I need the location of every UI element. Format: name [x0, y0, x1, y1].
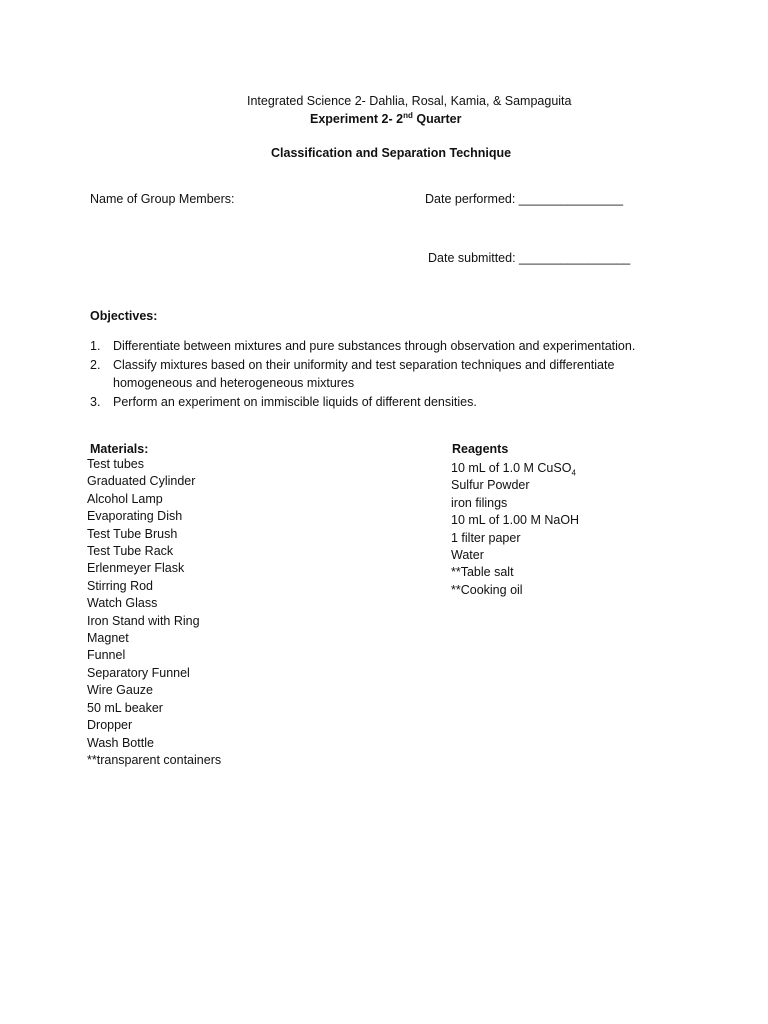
objectives-heading: Objectives: — [90, 309, 158, 323]
objective-text: Differentiate between mixtures and pure substances through observation and experimentation. — [113, 339, 636, 353]
material-item: Test Tube Brush — [87, 526, 178, 541]
reagent-item: **Table salt — [451, 565, 514, 580]
reagent-item: iron filings — [451, 495, 508, 510]
material-item: Evaporating Dish — [87, 509, 183, 524]
objectives-list — [90, 337, 670, 411]
material-item: **transparent containers — [87, 752, 222, 767]
objective-number: 2. — [90, 357, 101, 372]
material-item: Funnel — [87, 648, 126, 663]
material-item: Watch Glass — [87, 596, 158, 611]
objective-item — [90, 356, 670, 393]
course-line: Integrated Science 2- Dahlia, Rosal, Kamia, & Sampaguita — [247, 94, 572, 108]
material-item: Test Tube Rack — [87, 544, 174, 559]
objective-item — [90, 337, 670, 356]
objective-item — [90, 393, 670, 412]
reagent-item: Sulfur Powder — [451, 478, 530, 493]
experiment-ordinal: nd — [403, 110, 413, 120]
document-title: Classification and Separation Technique — [271, 146, 512, 160]
reagents-list — [451, 460, 579, 599]
material-item: Magnet — [87, 631, 129, 646]
material-item: 50 mL beaker — [87, 700, 163, 715]
material-item: Separatory Funnel — [87, 665, 190, 680]
objective-number: 3. — [90, 394, 101, 409]
material-item: Test tubes — [87, 457, 144, 471]
materials-list — [87, 456, 221, 769]
material-item: Graduated Cylinder — [87, 474, 196, 489]
material-item: Wire Gauze — [87, 683, 153, 698]
reagent-item: 10 mL of 1.00 M NaOH — [451, 513, 580, 528]
material-item: Iron Stand with Ring — [87, 613, 200, 628]
experiment-prefix: Experiment 2- 2 — [310, 112, 404, 126]
date-performed-field: Date performed: _______________ — [425, 192, 624, 206]
experiment-suffix: Quarter — [412, 112, 462, 126]
reagent-item — [451, 460, 579, 477]
reagents-heading: Reagents — [452, 442, 509, 456]
material-item: Wash Bottle — [87, 735, 154, 750]
reagent-subscript: 4 — [571, 468, 576, 478]
reagent-item: **Cooking oil — [451, 582, 523, 597]
objective-text: Classify mixtures based on their uniformity and test separation techniques and differentiate homogeneous and heterogeneous mixtures — [113, 357, 615, 390]
material-item: Stirring Rod — [87, 578, 153, 593]
reagent-formula: 10 mL of 1.0 M CuSO — [451, 461, 572, 475]
reagent-item: Water — [451, 548, 484, 563]
date-submitted-field: Date submitted: ________________ — [428, 251, 631, 265]
materials-heading: Materials: — [90, 442, 149, 456]
material-item: Erlenmeyer Flask — [87, 561, 185, 576]
material-item: Dropper — [87, 718, 133, 733]
material-item: Alcohol Lamp — [87, 491, 163, 506]
reagent-item: 1 filter paper — [451, 530, 521, 545]
group-members-label: Name of Group Members: — [90, 192, 235, 206]
objective-number: 1. — [90, 339, 101, 353]
experiment-title — [310, 112, 462, 126]
objective-text: Perform an experiment on immiscible liquids of different densities. — [113, 394, 477, 409]
